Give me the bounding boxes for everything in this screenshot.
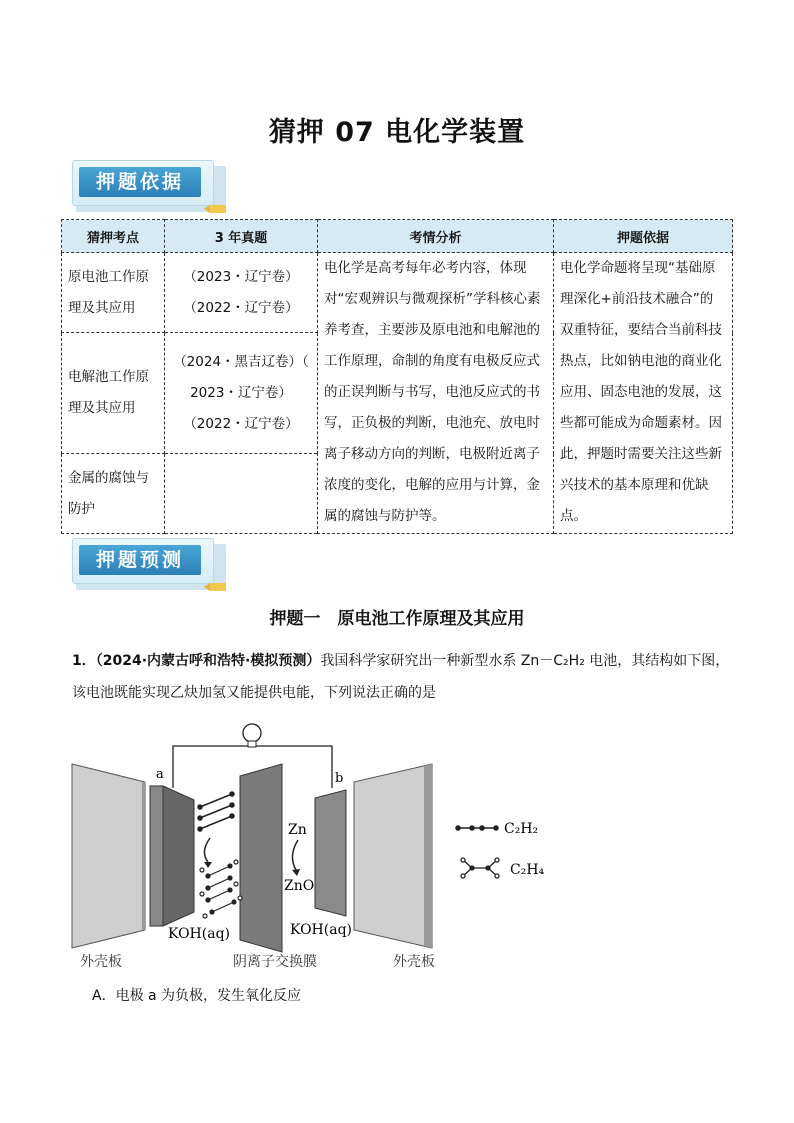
shell-right-label: 外壳板 (393, 954, 435, 970)
light-bulb-icon (243, 724, 261, 747)
question-1 (72, 645, 732, 709)
topic-cell: 金属的腐蚀与防护 (62, 454, 165, 534)
battery-diagram (60, 716, 560, 976)
header-years: 3 年真题 (165, 220, 318, 253)
legend-c2h4: C₂H₄ (510, 862, 545, 878)
years-cell (165, 253, 318, 333)
koh-right-label: KOH(aq) (290, 922, 353, 938)
zno-label: ZnO (284, 878, 315, 894)
legend-c2h2: C₂H₂ (504, 821, 539, 837)
year-item: （2024・黑吉辽卷）（ (173, 353, 309, 370)
topic-cell: 原电池工作原理及其应用 (62, 253, 165, 333)
pencil-icon (204, 582, 226, 592)
arrow-icon (292, 840, 298, 870)
zn-label: Zn (288, 822, 307, 838)
banner-label: 押题预测 (79, 545, 201, 575)
electrode-a-label: a (156, 767, 164, 782)
header-topic: 猜押考点 (62, 220, 165, 253)
year-item: （2023・辽宁卷） (183, 268, 299, 285)
years-cell (165, 333, 318, 454)
section-heading: 押题一 原电池工作原理及其应用 (269, 609, 525, 629)
koh-left-label: KOH(aq) (168, 926, 231, 942)
legend-c2h4-icon (461, 858, 499, 878)
electrode-b-label: b (335, 771, 344, 786)
analysis-cell: 电化学是高考每年必考内容，体现对“宏观辨识与微观探析”学科核心素养考查，主要涉及原电池和电解池的工作原理，命制的角度有电极反应式的正误判断与书写，电池反应式的书写，正负极的判断，电池充、放电时离子移动方向的判断，电极附近离子浓度的变化，电解的应用与计算，金属的腐蚀与防护等。 (318, 253, 554, 534)
basis-cell: 电化学命题将呈现“基础原理深化+前沿技术融合”的双重特征，要结合当前科技热点，比如钠电池的商业化应用、固态电池的发展，这些都可能成为命题素材。因此，押题时需要关注这些新兴技术的基本原理和优缺点。 (554, 253, 733, 534)
banner-label: 押题依据 (79, 167, 201, 197)
years-cell (165, 454, 318, 534)
acetylene-molecules (198, 792, 234, 831)
year-item: 2023・辽宁卷） (190, 384, 292, 401)
section-banner-basis (72, 160, 226, 214)
year-item: （2022・辽宁卷） (183, 415, 299, 432)
question-stem: 我国科学家研究出一种新型水系 Zn－C₂H₂ 电池，其结构如下图，该电池既能实现乙炔加氢又能提供电能，下列说法正确的是 (72, 653, 730, 701)
shell-left-label: 外壳板 (80, 954, 122, 970)
pencil-icon (204, 204, 226, 214)
section-banner-forecast (72, 538, 226, 592)
page-title: 猜押 07 电化学装置 (268, 117, 526, 148)
topic-cell: 电解池工作原理及其应用 (62, 333, 165, 454)
header-basis: 押题依据 (554, 220, 733, 253)
legend-c2h2-icon (456, 826, 498, 830)
arrow-icon (204, 838, 210, 862)
header-analysis: 考情分析 (318, 220, 554, 253)
membrane-label: 阴离子交换膜 (233, 954, 317, 970)
exam-topic-table (61, 219, 733, 534)
ethylene-molecules (200, 860, 242, 918)
question-source: （2024·内蒙古呼和浩特·模拟预测） (95, 653, 321, 669)
question-number: 1． (72, 653, 96, 669)
year-item: （2022・辽宁卷） (183, 299, 299, 316)
option-a: A．电极 a 为负极，发生氧化反应 (92, 988, 302, 1004)
